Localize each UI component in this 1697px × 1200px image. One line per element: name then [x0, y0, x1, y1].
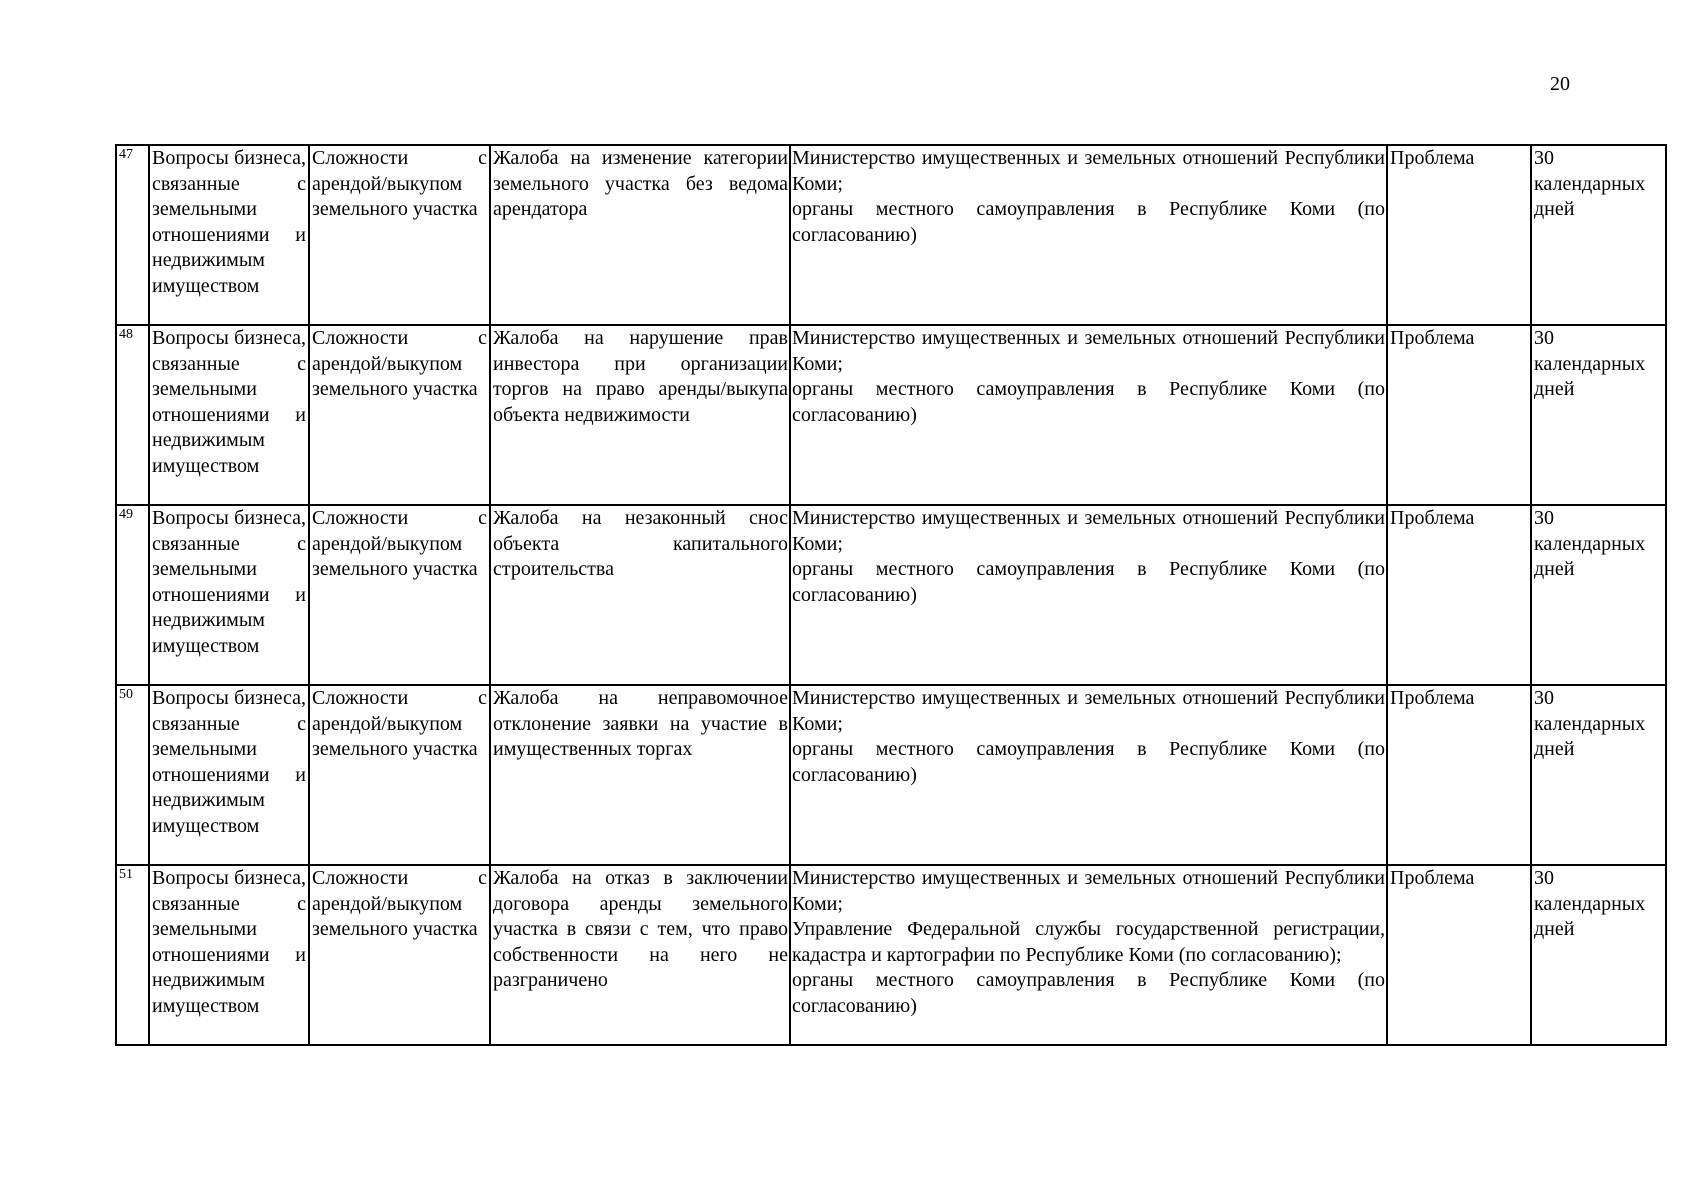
authorities-cell: Министерство имущественных и земельных отношений Республики Коми; Управление Федеральной службы государственной регистрации, кадастра и картографии по Республике Коми (по согласованию); органы местного самоуправления в Республике Коми (по согласованию): [792, 867, 1385, 1017]
complaint-cell: Жалоба на незаконный снос объекта капитального строительства: [493, 507, 788, 580]
authorities-cell: Министерство имущественных и земельных отношений Республики Коми; органы местного самоуправления в Республике Коми (по согласованию): [792, 147, 1385, 246]
table-row: [116, 145, 1666, 325]
type-cell: Проблема: [1390, 327, 1475, 349]
term-cell: 30 календарных дней: [1534, 327, 1646, 400]
topic-cell: Вопросы бизнеса, связанные с земельными отношениями и недвижимым имуществом: [152, 507, 306, 657]
row-number: 50: [116, 685, 149, 865]
type-cell: Проблема: [1390, 507, 1475, 529]
term-cell: 30 календарных дней: [1534, 687, 1646, 760]
complaint-cell: Жалоба на неправомочное отклонение заявки на участие в имущественных торгах: [493, 687, 788, 760]
type-cell: Проблема: [1390, 687, 1475, 709]
term-cell: 30 календарных дней: [1534, 147, 1646, 220]
complaint-cell: Жалоба на нарушение прав инвестора при организации торгов на право аренды/выкупа объекта недвижимости: [493, 327, 788, 426]
row-number: 48: [116, 325, 149, 505]
authorities-cell: Министерство имущественных и земельных отношений Республики Коми; органы местного самоуправления в Республике Коми (по согласованию): [792, 507, 1385, 606]
row-number: 47: [116, 145, 149, 325]
topic-cell: Вопросы бизнеса, связанные с земельными отношениями и недвижимым имуществом: [152, 687, 306, 837]
complaint-cell: Жалоба на отказ в заключении договора аренды земельного участка в связи с тем, что право собственности на него не разграничено: [493, 867, 788, 991]
term-cell: 30 календарных дней: [1534, 507, 1646, 580]
subtopic-cell: Сложности с арендой/выкупом земельного участка: [312, 867, 487, 940]
complaints-table: [115, 144, 1667, 1046]
row-number: 51: [116, 865, 149, 1045]
complaint-cell: Жалоба на изменение категории земельного участка без ведома арендатора: [493, 147, 788, 220]
table-row: [116, 865, 1666, 1045]
topic-cell: Вопросы бизнеса, связанные с земельными отношениями и недвижимым имуществом: [152, 327, 306, 477]
subtopic-cell: Сложности с арендой/выкупом земельного участка: [312, 507, 487, 580]
topic-cell: Вопросы бизнеса, связанные с земельными отношениями и недвижимым имуществом: [152, 867, 306, 1017]
topic-cell: Вопросы бизнеса, связанные с земельными отношениями и недвижимым имуществом: [152, 147, 306, 297]
subtopic-cell: Сложности с арендой/выкупом земельного участка: [312, 147, 487, 220]
type-cell: Проблема: [1390, 867, 1475, 889]
authorities-cell: Министерство имущественных и земельных отношений Республики Коми; органы местного самоуправления в Республике Коми (по согласованию): [792, 327, 1385, 426]
subtopic-cell: Сложности с арендой/выкупом земельного участка: [312, 327, 487, 400]
term-cell: 30 календарных дней: [1534, 867, 1646, 940]
row-number: 49: [116, 505, 149, 685]
authorities-cell: Министерство имущественных и земельных отношений Республики Коми; органы местного самоуправления в Республике Коми (по согласованию): [792, 687, 1385, 786]
table-row: [116, 505, 1666, 685]
table-row: [116, 685, 1666, 865]
subtopic-cell: Сложности с арендой/выкупом земельного участка: [312, 687, 487, 760]
page-number: 20: [1550, 73, 1570, 95]
type-cell: Проблема: [1390, 147, 1475, 169]
table-row: [116, 325, 1666, 505]
